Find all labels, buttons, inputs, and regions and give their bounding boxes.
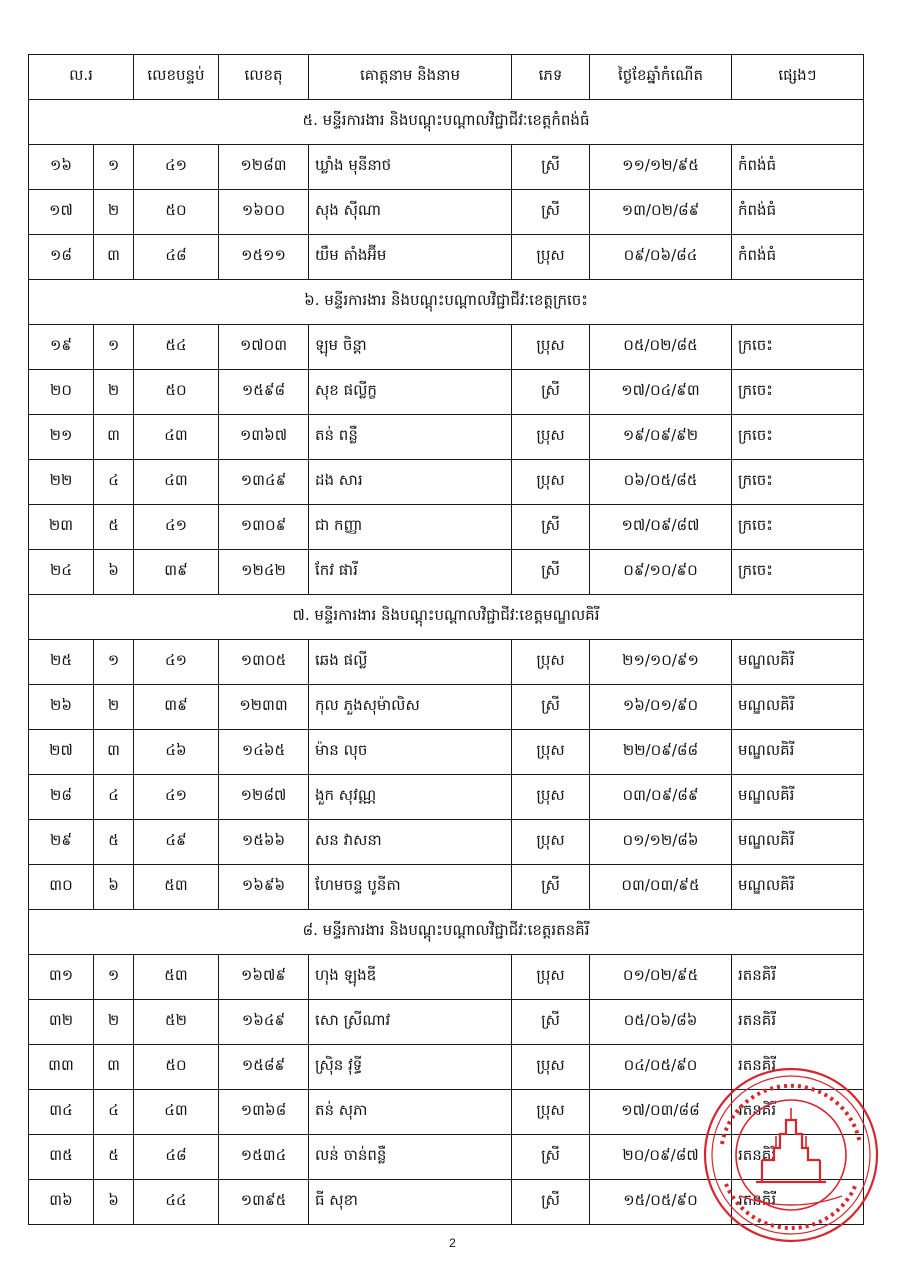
sub-number-cell: ៤: [94, 775, 134, 820]
province-note-cell: មណ្ឌលគិរី: [732, 820, 864, 865]
full-name-cell: ស្រ៊ិន វុទ្ធី: [309, 1045, 512, 1090]
table-row: [29, 460, 864, 505]
row-number-cell: ៣១: [29, 955, 94, 1000]
table-row: [29, 775, 864, 820]
room-number-cell: ៤៤: [134, 1180, 219, 1225]
table-row: [29, 730, 864, 775]
province-note-cell: រតនគិរី: [732, 1090, 864, 1135]
desk-number-cell: ១៥៩៨: [219, 370, 309, 415]
sub-number-cell: ៣: [94, 730, 134, 775]
row-number-cell: ២៤: [29, 550, 94, 595]
province-note-cell: រតនគិរី: [732, 955, 864, 1000]
desk-number-cell: ១២៨៣: [219, 145, 309, 190]
sex-cell: ប្រុស: [512, 640, 590, 685]
table-header: [29, 55, 864, 100]
table-row: [29, 685, 864, 730]
room-number-cell: ៤៩: [134, 820, 219, 865]
full-name-cell: ឡុម ចិន្តា: [309, 325, 512, 370]
province-note-cell: ក្រចេះ: [732, 415, 864, 460]
desk-number-cell: ១៥១១: [219, 235, 309, 280]
row-number-cell: ២៩: [29, 820, 94, 865]
desk-number-cell: ១៦៤៩: [219, 1000, 309, 1045]
sub-number-cell: ៣: [94, 235, 134, 280]
room-number-cell: ៤៦: [134, 730, 219, 775]
desk-number-cell: ១២៨៧: [219, 775, 309, 820]
sub-number-cell: ៦: [94, 1180, 134, 1225]
province-note-cell: មណ្ឌលគិរី: [732, 640, 864, 685]
table-row: [29, 145, 864, 190]
table-row: [29, 865, 864, 910]
province-note-cell: កំពង់ធំ: [732, 190, 864, 235]
province-note-cell: មណ្ឌលគិរី: [732, 730, 864, 775]
row-number-cell: ៣៦: [29, 1180, 94, 1225]
full-name-cell: ឃ្លាំង មុនីនាថ: [309, 145, 512, 190]
row-number-cell: ២២: [29, 460, 94, 505]
sex-cell: ស្រី: [512, 145, 590, 190]
row-number-cell: ៣៤: [29, 1090, 94, 1135]
date-of-birth-cell: ០១/០២/៩៥: [590, 955, 732, 1000]
sub-number-cell: ១: [94, 640, 134, 685]
full-name-cell: លន់ ចាន់ពន្លឺ: [309, 1135, 512, 1180]
table-row: [29, 190, 864, 235]
date-of-birth-cell: ០៥/០៦/៨៦: [590, 1000, 732, 1045]
table-row: [29, 235, 864, 280]
sub-number-cell: ៤: [94, 460, 134, 505]
full-name-cell: ធី សុខា: [309, 1180, 512, 1225]
province-note-cell: កំពង់ធំ: [732, 145, 864, 190]
row-number-cell: ២៧: [29, 730, 94, 775]
province-note-cell: មណ្ឌលគិរី: [732, 685, 864, 730]
room-number-cell: ៤៣: [134, 415, 219, 460]
sex-cell: ស្រី: [512, 370, 590, 415]
section-header-row: [29, 280, 864, 325]
sex-cell: ស្រី: [512, 1135, 590, 1180]
full-name-cell: តន់ សុភា: [309, 1090, 512, 1135]
row-number-cell: ២៦: [29, 685, 94, 730]
table-row: [29, 550, 864, 595]
sex-cell: ប្រុស: [512, 460, 590, 505]
room-number-cell: ៤១: [134, 640, 219, 685]
section-title: ៨. មន្ទីរការងារ និងបណ្តុះបណ្តាលវិជ្ជាជីវៈខេត្តរតនគិរី: [29, 910, 864, 955]
sub-number-cell: ៥: [94, 505, 134, 550]
header-dob: ថ្ងៃខែឆ្នាំកំណើត: [590, 55, 732, 100]
row-number-cell: ១៩: [29, 325, 94, 370]
date-of-birth-cell: ០៩/០៦/៨៤: [590, 235, 732, 280]
sex-cell: ប្រុស: [512, 325, 590, 370]
room-number-cell: ៤៣: [134, 460, 219, 505]
desk-number-cell: ១៣០៥: [219, 640, 309, 685]
full-name-cell: សុង ស៊ីណា: [309, 190, 512, 235]
full-name-cell: ម៉ាន លុច: [309, 730, 512, 775]
date-of-birth-cell: ១៧/០៣/៨៨: [590, 1090, 732, 1135]
date-of-birth-cell: ១៥/០៥/៩០: [590, 1180, 732, 1225]
row-number-cell: ២០: [29, 370, 94, 415]
desk-number-cell: ១៦៧៩: [219, 955, 309, 1000]
sex-cell: ស្រី: [512, 550, 590, 595]
room-number-cell: ៤១: [134, 775, 219, 820]
full-name-cell: សុខ ផល្លីក្ខ: [309, 370, 512, 415]
date-of-birth-cell: ២១/១០/៩១: [590, 640, 732, 685]
table-row: [29, 640, 864, 685]
sub-number-cell: ១: [94, 955, 134, 1000]
section-header-row: [29, 595, 864, 640]
header-other: ផ្សេងៗ: [732, 55, 864, 100]
sex-cell: ប្រុស: [512, 235, 590, 280]
full-name-cell: សន វាសនា: [309, 820, 512, 865]
province-note-cell: ក្រចេះ: [732, 505, 864, 550]
sex-cell: ស្រី: [512, 685, 590, 730]
section-title: ៥. មន្ទីរការងារ និងបណ្តុះបណ្តាលវិជ្ជាជីវៈខេត្តកំពង់ធំ: [29, 100, 864, 145]
desk-number-cell: ១៤៦៥: [219, 730, 309, 775]
room-number-cell: ៤៨: [134, 235, 219, 280]
row-number-cell: ១៦: [29, 145, 94, 190]
row-number-cell: ១៧: [29, 190, 94, 235]
sub-number-cell: ២: [94, 370, 134, 415]
row-number-cell: ៣០: [29, 865, 94, 910]
room-number-cell: ៤៣: [134, 1090, 219, 1135]
full-name-cell: ហុង ឡុងឌី: [309, 955, 512, 1000]
date-of-birth-cell: ១៧/០៤/៩៣: [590, 370, 732, 415]
room-number-cell: ៥០: [134, 190, 219, 235]
date-of-birth-cell: ០៣/០៣/៩៥: [590, 865, 732, 910]
date-of-birth-cell: ០១/១២/៨៦: [590, 820, 732, 865]
section-header-row: [29, 100, 864, 145]
province-note-cell: រតនគិរី: [732, 1135, 864, 1180]
full-name-cell: តន់ ពន្លឺ: [309, 415, 512, 460]
date-of-birth-cell: ០៤/០៥/៩០: [590, 1045, 732, 1090]
sex-cell: ស្រី: [512, 505, 590, 550]
date-of-birth-cell: ០៣/០៩/៨៩: [590, 775, 732, 820]
desk-number-cell: ១៥៨៩: [219, 1045, 309, 1090]
date-of-birth-cell: ០៥/០២/៨៥: [590, 325, 732, 370]
desk-number-cell: ១៦០០: [219, 190, 309, 235]
province-note-cell: ក្រចេះ: [732, 550, 864, 595]
desk-number-cell: ១៣៦៨: [219, 1090, 309, 1135]
sub-number-cell: ៥: [94, 820, 134, 865]
room-number-cell: ៤១: [134, 505, 219, 550]
table-row: [29, 820, 864, 865]
sex-cell: ប្រុស: [512, 955, 590, 1000]
table-row: [29, 505, 864, 550]
desk-number-cell: ១៧០៣: [219, 325, 309, 370]
room-number-cell: ៥៣: [134, 955, 219, 1000]
date-of-birth-cell: ១៧/០៩/៨៧: [590, 505, 732, 550]
room-number-cell: ៤៨: [134, 1135, 219, 1180]
table-row: [29, 955, 864, 1000]
room-number-cell: ៥០: [134, 1045, 219, 1090]
full-name-cell: ឆេង ផល្លី: [309, 640, 512, 685]
full-name-cell: យឹម តាំងអ៊ីម: [309, 235, 512, 280]
section-header-row: [29, 910, 864, 955]
sub-number-cell: ១: [94, 145, 134, 190]
row-number-cell: ១៨: [29, 235, 94, 280]
table-row: [29, 1000, 864, 1045]
desk-number-cell: ១២៤២: [219, 550, 309, 595]
province-note-cell: រតនគិរី: [732, 1000, 864, 1045]
table-row: [29, 415, 864, 460]
sub-number-cell: ១: [94, 325, 134, 370]
desk-number-cell: ១២៣៣: [219, 685, 309, 730]
full-name-cell: ជា កញ្ញា: [309, 505, 512, 550]
table-row: [29, 370, 864, 415]
row-number-cell: ៣៣: [29, 1045, 94, 1090]
row-number-cell: ២៥: [29, 640, 94, 685]
province-note-cell: កំពង់ធំ: [732, 235, 864, 280]
date-of-birth-cell: ០៩/១០/៩០: [590, 550, 732, 595]
date-of-birth-cell: ១១/១២/៩៥: [590, 145, 732, 190]
sub-number-cell: ២: [94, 190, 134, 235]
desk-number-cell: ១៦៩៦: [219, 865, 309, 910]
full-name-cell: កុល ភួងសុម៉ាលិស: [309, 685, 512, 730]
sub-number-cell: ៣: [94, 1045, 134, 1090]
date-of-birth-cell: ០៦/០៥/៨៥: [590, 460, 732, 505]
room-number-cell: ៣៩: [134, 550, 219, 595]
sub-number-cell: ៦: [94, 865, 134, 910]
date-of-birth-cell: ១៣/០២/៨៩: [590, 190, 732, 235]
header-name: គោត្តនាម និងនាម: [309, 55, 512, 100]
row-number-cell: ៣២: [29, 1000, 94, 1045]
province-note-cell: រតនគិរី: [732, 1045, 864, 1090]
sex-cell: ប្រុស: [512, 820, 590, 865]
full-name-cell: ហែមចន្ទ បូនីតា: [309, 865, 512, 910]
header-room: លេខបន្ទប់: [134, 55, 219, 100]
room-number-cell: ៣៩: [134, 685, 219, 730]
date-of-birth-cell: ២០/០៩/៨៧: [590, 1135, 732, 1180]
sub-number-cell: ៦: [94, 550, 134, 595]
row-number-cell: ២១: [29, 415, 94, 460]
official-seal: [700, 1064, 882, 1246]
header-row: [29, 55, 864, 100]
room-number-cell: ៥២: [134, 1000, 219, 1045]
row-number-cell: ៣៥: [29, 1135, 94, 1180]
room-number-cell: ៥៣: [134, 865, 219, 910]
header-sex: ភេទ: [512, 55, 590, 100]
sex-cell: ប្រុស: [512, 775, 590, 820]
sex-cell: ស្រី: [512, 1180, 590, 1225]
province-note-cell: មណ្ឌលគិរី: [732, 865, 864, 910]
sub-number-cell: ៣: [94, 415, 134, 460]
province-note-cell: មណ្ឌលគិរី: [732, 775, 864, 820]
province-note-cell: រតនគិរី: [732, 1180, 864, 1225]
desk-number-cell: ១៣៦៧: [219, 415, 309, 460]
full-name-cell: កែវ ផារី: [309, 550, 512, 595]
date-of-birth-cell: ១៩/០៩/៩២: [590, 415, 732, 460]
province-note-cell: ក្រចេះ: [732, 460, 864, 505]
sub-number-cell: ៥: [94, 1135, 134, 1180]
header-no: ល.រ: [29, 55, 134, 100]
desk-number-cell: ១៣០៩: [219, 505, 309, 550]
sub-number-cell: ៤: [94, 1090, 134, 1135]
candidate-table: [28, 54, 864, 1225]
sex-cell: ប្រុស: [512, 730, 590, 775]
sub-number-cell: ២: [94, 1000, 134, 1045]
desk-number-cell: ១៣៩៥: [219, 1180, 309, 1225]
section-title: ៦. មន្ទីរការងារ និងបណ្តុះបណ្តាលវិជ្ជាជីវៈខេត្តក្រចេះ: [29, 280, 864, 325]
date-of-birth-cell: ២២/០៩/៨៨: [590, 730, 732, 775]
row-number-cell: ២៨: [29, 775, 94, 820]
sex-cell: ស្រី: [512, 190, 590, 235]
page-number: 2: [449, 1236, 456, 1250]
full-name-cell: ងួក សុវណ្ណ: [309, 775, 512, 820]
sex-cell: ប្រុស: [512, 1090, 590, 1135]
sex-cell: ប្រុស: [512, 1045, 590, 1090]
header-desk: លេខតុ: [219, 55, 309, 100]
full-name-cell: ដង សារ: [309, 460, 512, 505]
room-number-cell: ៥០: [134, 370, 219, 415]
desk-number-cell: ១៣៤៩: [219, 460, 309, 505]
row-number-cell: ២៣: [29, 505, 94, 550]
room-number-cell: ៤១: [134, 145, 219, 190]
table-row: [29, 325, 864, 370]
table-body: [29, 100, 864, 1225]
desk-number-cell: ១៥៣៤: [219, 1135, 309, 1180]
section-title: ៧. មន្ទីរការងារ និងបណ្តុះបណ្តាលវិជ្ជាជីវៈខេត្តមណ្ឌលគិរី: [29, 595, 864, 640]
sex-cell: ស្រី: [512, 865, 590, 910]
sex-cell: ប្រុស: [512, 415, 590, 460]
date-of-birth-cell: ១៦/០១/៩០: [590, 685, 732, 730]
full-name-cell: សោ ស្រីណាវ: [309, 1000, 512, 1045]
province-note-cell: ក្រចេះ: [732, 370, 864, 415]
province-note-cell: ក្រចេះ: [732, 325, 864, 370]
room-number-cell: ៥៤: [134, 325, 219, 370]
desk-number-cell: ១៥៦៦: [219, 820, 309, 865]
sub-number-cell: ២: [94, 685, 134, 730]
sex-cell: ស្រី: [512, 1000, 590, 1045]
